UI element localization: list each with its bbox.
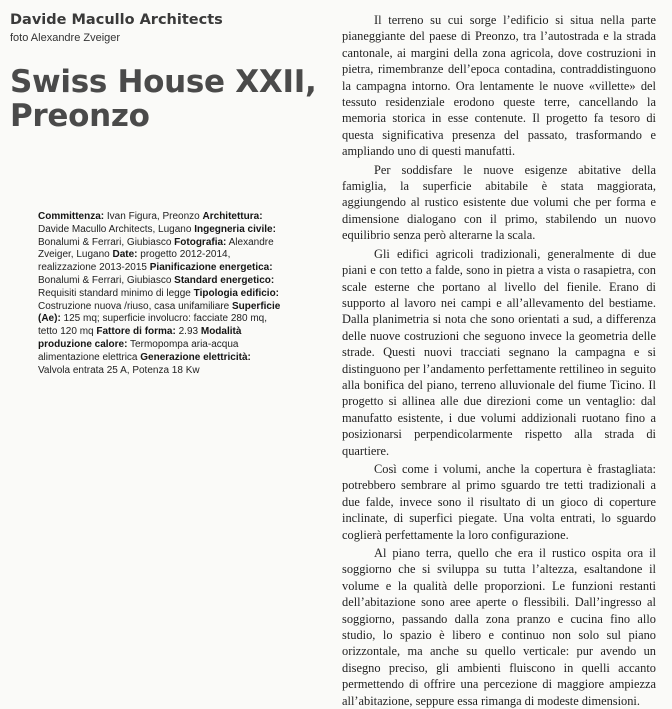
article-body [342, 12, 656, 709]
credit-value-committenza: Ivan Figura, Preonzo [104, 211, 203, 222]
credit-value-superficie: 125 mq; superficie involucro: facciate 280 mq, tetto 120 mq [38, 313, 267, 338]
credit-value-date: progetto 2012-2014, realizzazione 2013-2015 [38, 249, 231, 274]
body-paragraph: Gli edifici agricoli tradizionali, generalmente di due piani e con tetto a falde, sono in pietra a vista o rasapietra, con scale esterne che portano al livello del fienile. Erano di supporto al lavoro nei campi e all’allevamento del bestiame. Dalla planimetria si nota che sono orientati a sud, a differenza delle nuove costruzioni che seguono invece la geometria delle strade. Questi nuovi tracciati segnano la campagna e si distinguono per l’andamento perfettamente rettilineo in seguito alla bonifica del piano, terreno alluvionale del fiume Ticino. Il progetto si allinea alle due direzioni come un ventaglio: dal manufatto esistente, i due volumi addizionali ruotano fino a posizionarsi perpendicolarmente rispetto alla strada di quartiere. [342, 246, 656, 458]
credit-value-ingegneria: Bonalumi & Ferrari, Giubiasco [38, 236, 175, 248]
credit-value-modalita: Termopompa aria-acqua alimentazione elettrica [38, 338, 239, 363]
credit-value-generazione: Valvola entrata 25 A, Potenza 18 Kw [38, 364, 200, 376]
credit-label-superficie: Superficie (Ae): [38, 300, 281, 325]
credit-label-architettura: Architettura: [202, 211, 263, 222]
body-paragraph: Al piano terra, quello che era il rustico ospita ora il soggiorno che si sviluppa su tutta l’altezza, esaltandone il volume e la qualità delle proporzioni. Le funzioni restanti dell’abitazione sono aree aperte o flessibili. Dall’ingresso al soggiorno, passando dalla zona pranzo e cucina fino allo studio, lo spazio è libero e continuo non solo sul piano orizzontale, ma anche su quello verticale: pur avendo un disegno preciso, gli ambienti fluiscono in quelli accanto permettendo di offrire una percezione di maggiore ampiezza all’abitazione, seppure essa rimanga di modeste dimensioni. [342, 546, 656, 708]
credit-label-date: Date: [112, 249, 138, 261]
credit-label-fattore: Fattore di forma: [96, 326, 176, 338]
credit-value-tipologia: Costruzione nuova /riuso, casa unifamiliare [38, 300, 232, 312]
body-paragraph: Così come i volumi, anche la copertura è frastagliata: potrebbero sembrare al primo sguardo tre tetti tradizionali a due falde, invece sono il risultato di un gioco di coperture inclinate, di superfici piegate. Una volta entrati, lo sguardo coglierà perfettamente la loro configurazione. [342, 461, 656, 542]
credit-label-ingegneria: Ingegneria civile: [194, 223, 276, 235]
credit-label-standard: Standard energetico: [174, 274, 275, 286]
credit-value-architettura: Davide Macullo Architects, Lugano [38, 223, 195, 235]
credit-label-tipologia: Tipologia edificio: [193, 287, 280, 299]
title-line-2: Preonzo [10, 98, 150, 134]
credit-label-committenza: Committenza: [38, 211, 105, 222]
credit-label-fotografia: Fotografia: [174, 236, 227, 248]
title-line-1: Swiss House XXII, [10, 64, 317, 100]
credit-value-fattore: 2.93 [175, 326, 201, 338]
left-column [10, 12, 317, 134]
credit-value-pianificazione: Bonalumi & Ferrari, Giubiasco [38, 274, 175, 286]
body-paragraph: Per soddisfare le nuove esigenze abitative della famiglia, la superficie abitabile è stata maggiorata, aggiungendo al rustico esistente due volumi che per forma e dimensione dialogano con il primo, stabilendo un nuovo equilibrio senza però alterarne la scala. [342, 162, 656, 243]
credit-label-modalita: Modalità produzione calore: [38, 326, 242, 350]
credit-label-generazione: Generazione elettricità: [140, 351, 251, 363]
credit-value-standard: Requisiti standard minimo di legge [38, 287, 194, 299]
body-paragraph: Il terreno su cui sorge l’edificio si situa nella parte pianeggiante del paese di Preonzo, tra l’autostrada e la strada cantonale, ai margini della zona agricola, dove costruzioni in pietra, rimembranze dell’epoca contadina, contraddistinguono la campagna intorno. Ora lentamente le nuove «villette» del tessuto residenziale erodono queste terre, cancellando la memoria storica in esse contenute. Il progetto fa tesoro di questa significativa presenza del passato, trasformando e ampliando uno di questi manufatti. [342, 13, 656, 159]
article-title [10, 64, 317, 134]
credit-value-fotografia: Alexandre Zveiger, Lugano [38, 236, 274, 261]
credit-label-pianificazione: Pianificazione energetica: [149, 262, 273, 274]
project-credits [38, 211, 284, 377]
photo-credit: foto Alexandre Zveiger [10, 32, 121, 44]
architect-name: Davide Macullo Architects [10, 12, 223, 28]
